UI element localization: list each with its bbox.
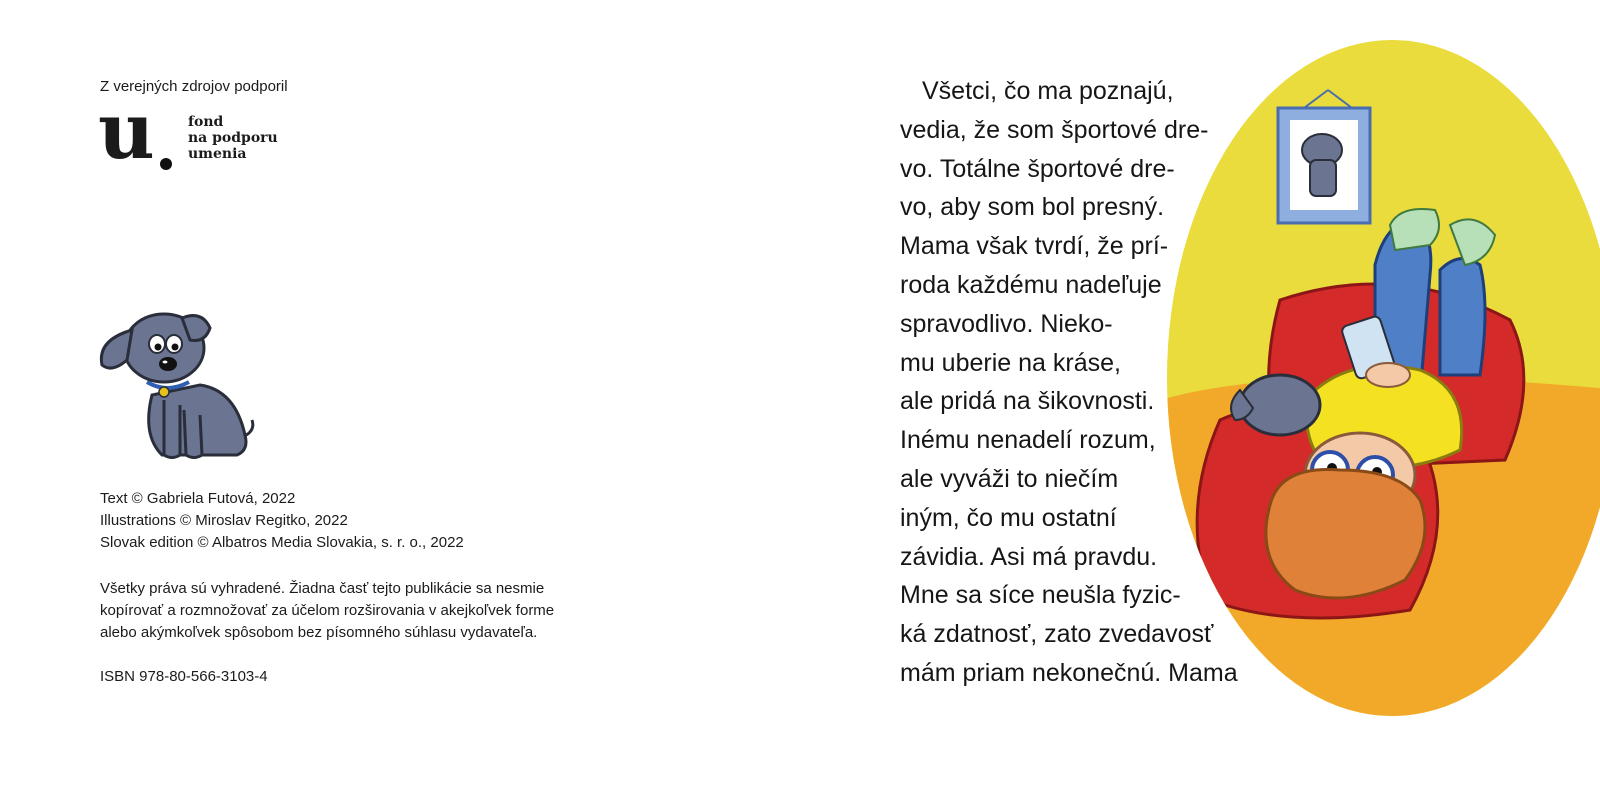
logo-line-2: na podporu [188,130,278,146]
logo-line-3: umenia [188,146,247,162]
story-line: roda každému nadeľuje [900,270,1162,299]
story-line: vedia, že som športové dre- [900,115,1209,144]
logo-line-1: fond [188,114,224,130]
story-line: ale pridá na šikovnosti. [900,387,1155,416]
story-line: závidia. Asi má pravdu. [900,542,1158,571]
small-dog-illustration [92,300,267,465]
story-text [900,72,1238,693]
story-line: vo. Totálne športové dre- [900,154,1175,183]
sponsor-line: Z verejných zdrojov podporil [100,78,288,95]
rights-line-1: Všetky práva sú vyhradené. Žiadna časť tejto publikácie sa nesmie [100,580,545,597]
story-line: iným, čo mu ostatní [900,503,1117,532]
story-line: Všetci, čo ma poznajú, [922,77,1174,105]
credit-edition: Slovak edition © Albatros Media Slovakia, s. r. o., 2022 [100,534,464,551]
story-line: Inému nenadelí rozum, [900,426,1156,455]
rights-notice [100,578,554,644]
credits [100,488,464,554]
isbn: ISBN 978-80-566-3103-4 [100,668,268,685]
right-page [800,0,1600,800]
story-line: Mne sa síce neušla fyzic- [900,581,1181,610]
credit-illustrations: Illustrations © Miroslav Regitko, 2022 [100,512,348,529]
story-line: ká zdatnosť, zato zvedavosť [900,620,1214,649]
story-line: spravodlivo. Nieko- [900,309,1113,338]
logo-text [188,114,278,162]
story-line: mu uberie na kráse, [900,348,1121,377]
logo-mark: u [98,86,155,177]
rights-line-2: kopírovať a rozmnožovať za účelom rozširovania v akejkoľvek forme [100,602,555,619]
story-line: ale vyváži to niečím [900,464,1119,493]
credit-text: Text © Gabriela Futová, 2022 [100,490,296,507]
rights-line-3: alebo akýmkoľvek spôsobom bez písomného súhlasu vydavateľa. [100,624,538,641]
story-line: vo, aby som bol presný. [900,193,1165,222]
story-line: mám priam nekonečnú. Mama [900,658,1238,687]
story-line: Mama však tvrdí, že prí- [900,232,1169,261]
logo-dot [160,158,172,170]
